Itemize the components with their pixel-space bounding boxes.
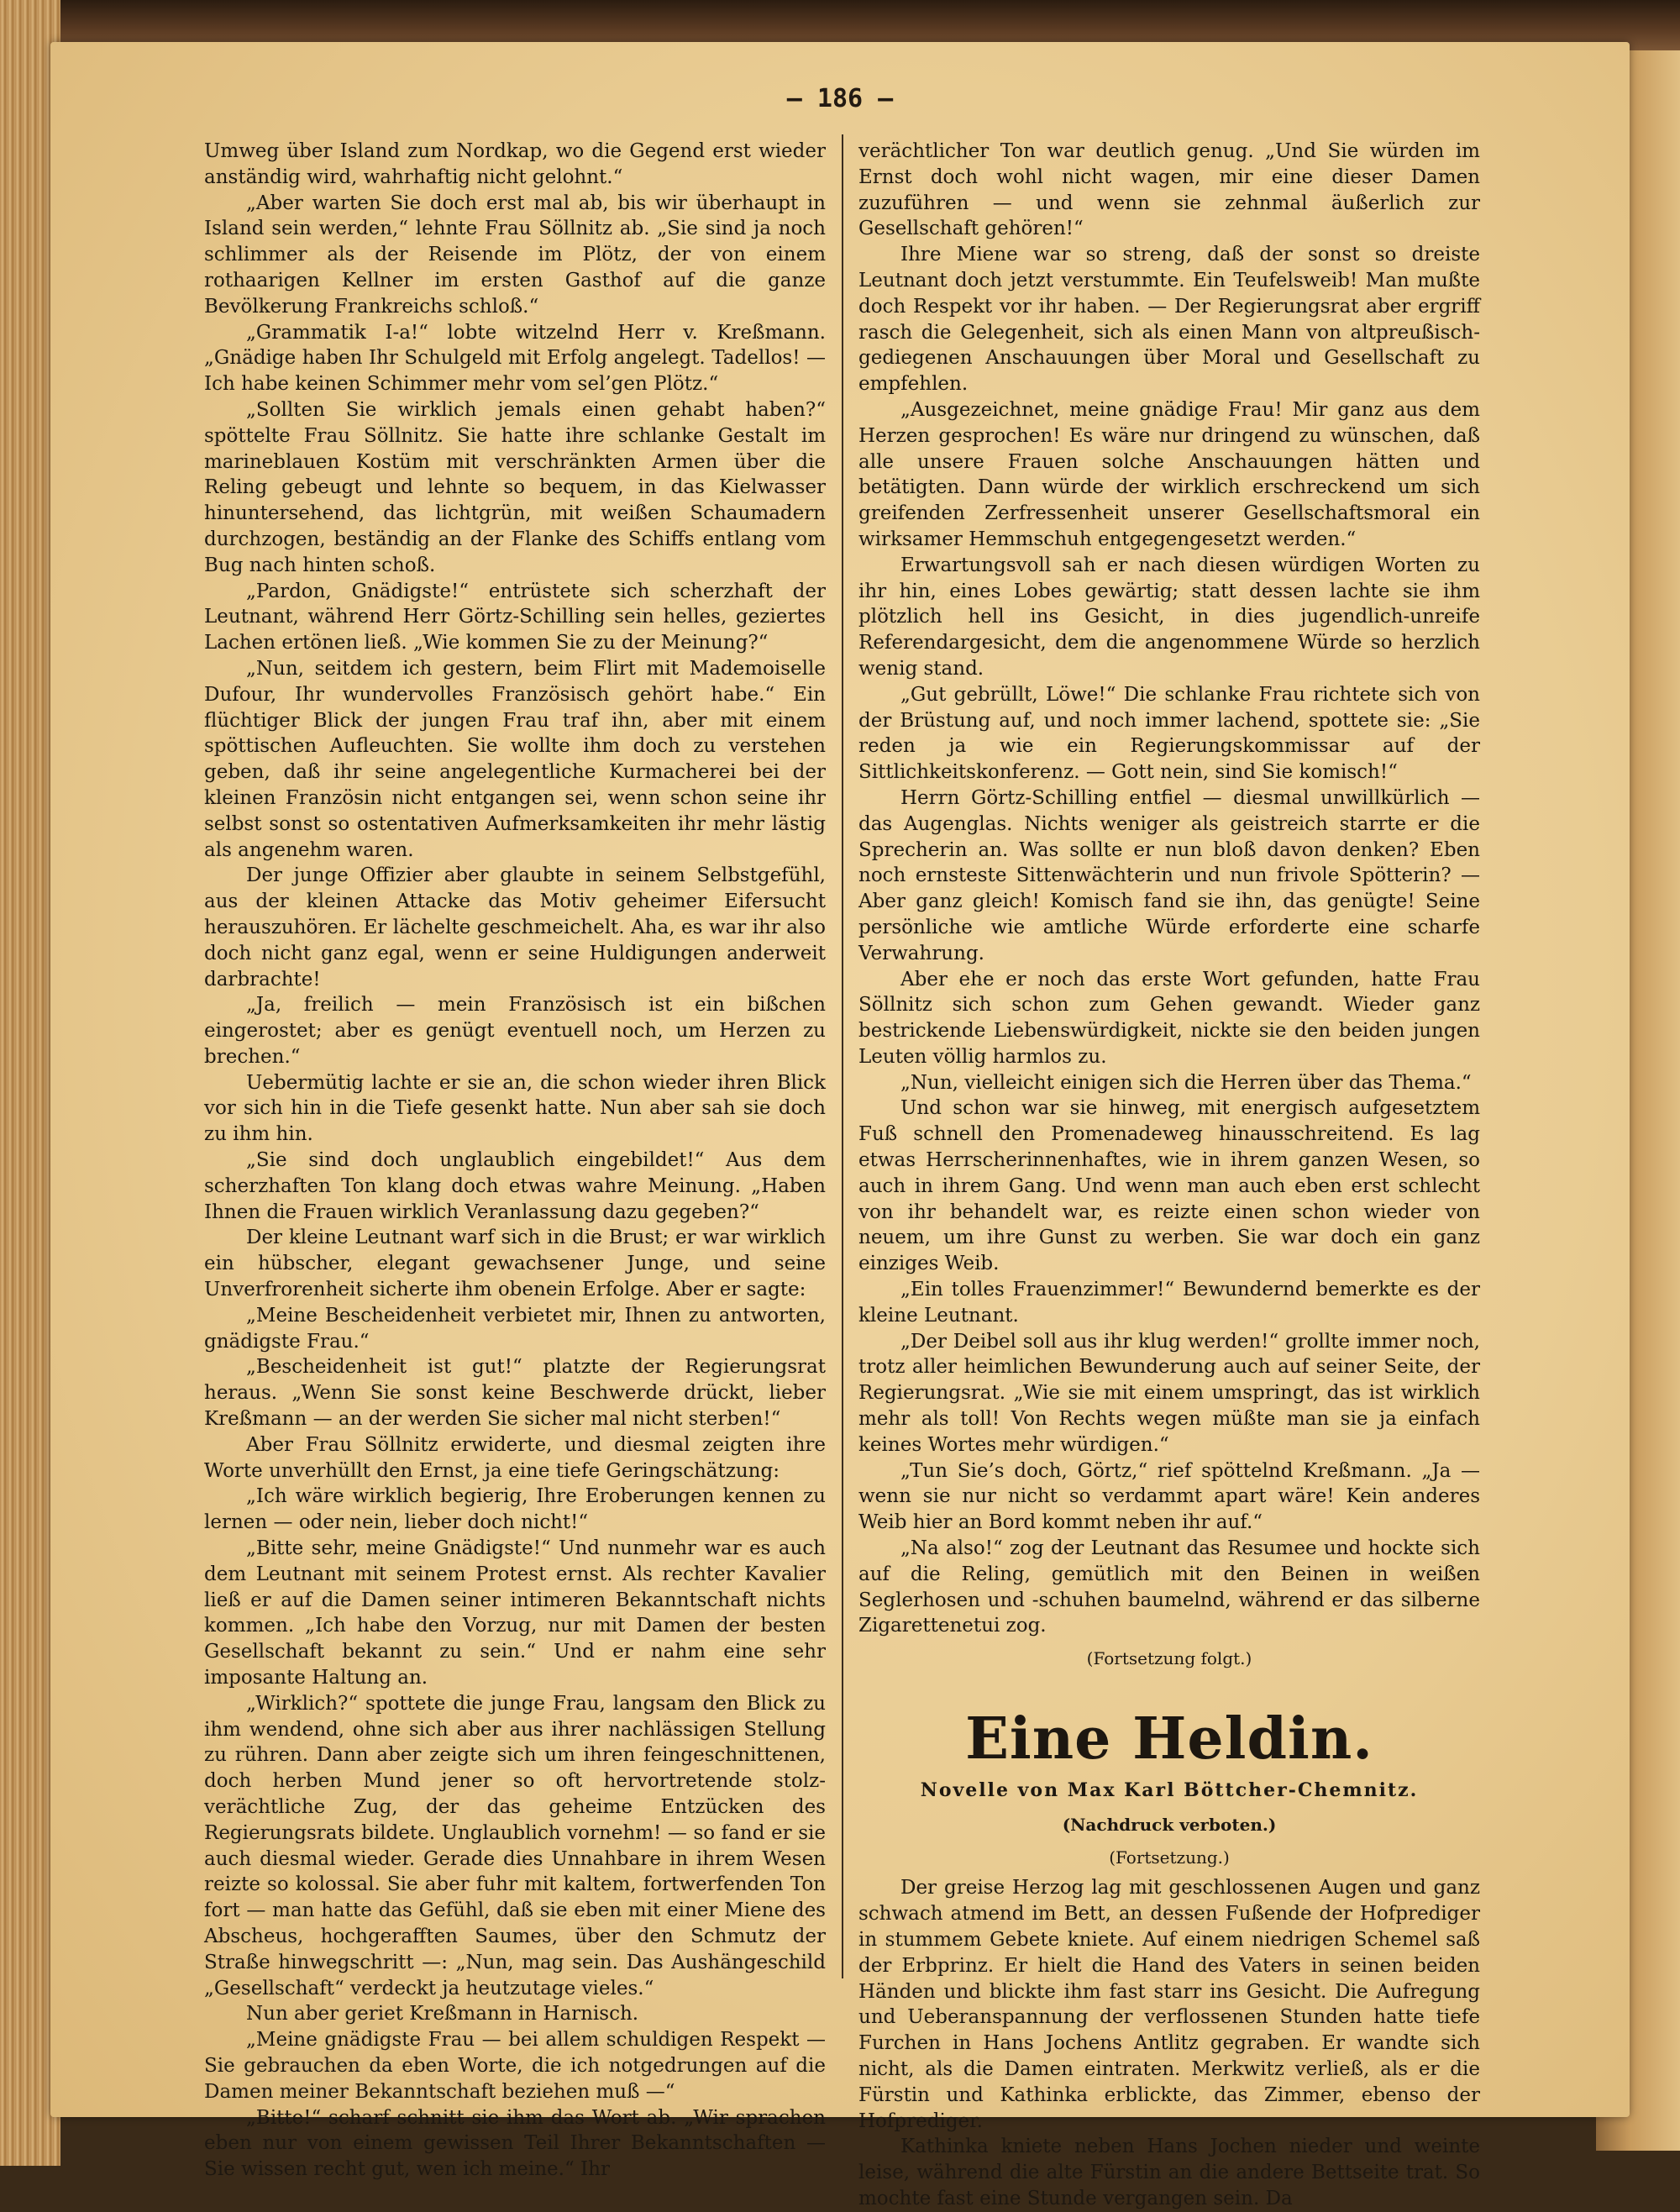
paragraph: „Ein tolles Frauenzimmer!“ Bewundernd bemerkte es der kleine Leutnant. — [858, 1279, 1480, 1327]
paragraph: Kathinka kniete neben Hans Jochen nieder und weinte leise, während die alte Fürstin an die andere Bettseite trat. So mochte fast eine Stunde vergangen sein. Da — [858, 2136, 1480, 2209]
paragraph: Und schon war sie hinweg, mit energisch aufgesetztem Fuß schnell den Promenadeweg hinausschreitend. Es lag etwas Herrscherinnenhaftes, wie in ihrem ganzen Wesen, so auch in ihrem Gang. Und wenn man auch eben erst schlecht von ihr behandelt war, es reizte einen schon wieder von neuem, um ihre Gunst zu werben. Sie war doch ein ganz einziges Weib. — [858, 1097, 1480, 1275]
paragraph: „Ja, freilich — mein Französisch ist ein bißchen eingerostet; aber es genügt eventuell noch, um Herzen zu brechen.“ — [204, 994, 826, 1068]
paragraph: „Sie sind doch unglaublich eingebildet!“ Aus dem scherzhaften Ton klang doch etwas wahre Meinung. „Haben Ihnen die Frauen wirklich Veranlassung dazu gegeben?“ — [204, 1149, 826, 1223]
paragraph: „Nun, seitdem ich gestern, beim Flirt mit Mademoiselle Dufour, Ihr wundervolles Französisch gehört habe.“ Ein flüchtiger Blick der jungen Frau traf ihn, aber mit einem spöttischen Aufleuchten. Sie wollte ihm doch zu verstehen geben, daß ihr seine angelegentliche Kurmacherei bei der kleinen Französin nicht entgangen sei, wenn schon seine ihr selbst sonst so ostentativen Aufmerksamkeiten ihr mehr lästig als angenehm waren. — [204, 657, 826, 861]
paragraph: „Pardon, Gnädigste!“ entrüstete sich scherzhaft der Leutnant, während Herr Görtz-Schilling sein helles, geziertes Lachen ertönen ließ. „Wie kommen Sie zu der Meinung?“ — [204, 580, 826, 654]
paragraph: „Nun, vielleicht einigen sich die Herren über das Thema.“ — [900, 1071, 1472, 1094]
paragraph: „Der Deibel soll aus ihr klug werden!“ grollte immer noch, trotz aller heimlichen Bewunderung auch auf seiner Seite, der Regierungsrat. „Wie sie mit einem umspringt, das ist wirklich mehr als toll! Von Rechts wegen müßte man sie ja einfach keines Wortes mehr würdigen.“ — [858, 1330, 1480, 1456]
paragraph: Aber Frau Söllnitz erwiderte, und diesmal zeigten ihre Worte unverhüllt den Ernst, ja eine tiefe Geringschätzung: — [204, 1433, 826, 1482]
paragraph: Ihre Miene war so streng, daß der sonst so dreiste Leutnant doch jetzt verstummte. Ein Teufelsweib! Man mußte doch Respekt vor ihr haben. — Der Regierungsrat aber ergriff rasch die Gelegenheit, sich als einen Mann von altpreußisch-gediegenen Anschauungen über Moral und Gesellschaft zu empfehlen. — [858, 244, 1480, 396]
right-column-text — [858, 139, 1480, 1639]
paragraph: verächtlicher Ton war deutlich genug. „Und Sie würden im Ernst doch wohl nicht wagen, mir eine dieser Damen zuzuführen — und wenn sie zehnmal äußerlich zur Gesellschaft gehören!“ — [858, 140, 1480, 240]
paragraph: Erwartungsvoll sah er nach diesen würdigen Worten zu ihr hin, eines Lobes gewärtig; statt dessen lachte sie ihm plötzlich hell ins Gesicht, in dies jugendlich-unreife Referendargesicht, dem die angenommene Würde so herzlich wenig stand. — [858, 554, 1480, 680]
paragraph: Herrn Görtz-Schilling entfiel — diesmal unwillkürlich — das Augenglas. Nichts weniger als geistreich starrte er die Sprecherin an. Was sollte er nun bloß davon denken? Eben noch ernsteste Sittenwächterin und nun frivole Spötterin? — Aber ganz gleich! Komisch fand sie ihn, das genügte! Seine persönliche wie amtliche Würde erforderte eine scharfe Verwahrung. — [858, 786, 1480, 964]
column-divider — [842, 134, 843, 1978]
paragraph: „Aber warten Sie doch erst mal ab, bis wir überhaupt in Island sein werden,“ lehnte Frau Söllnitz ab. „Sie sind ja noch schlimmer als der Reisende im Plötz, der von einem rothaarigen Kellner im ersten Gasthof auf die ganze Bevölkerung Frankreichs schloß.“ — [204, 192, 826, 318]
paragraph: Der kleine Leutnant warf sich in die Brust; er war wirklich ein hübscher, elegant gewachsener Junge, und seine Unverfrorenheit sicherte ihm obenein Erfolge. Aber er sagte: — [204, 1227, 826, 1301]
paragraph: Der greise Herzog lag mit geschlossenen Augen und ganz schwach atmend im Bett, an dessen Fußende der Hofprediger in stummem Gebete kniete. Auf einem niedrigen Schemel saß der Erbprinz. Er hielt die Hand des Vaters in seinen beiden Händen und blickte ihm fast starr ins Gesicht. Die Aufregung und Ueberanspannung der verflossenen Stunden hatte tiefe Furchen in Hans Jochens Antlitz gegraben. Er wandte sich nicht, als die Damen eintraten. Merkwitz verließ, als er die Fürstin und Kathinka erblickte, das Zimmer, ebenso der Hofprediger. — [858, 1877, 1480, 2132]
paragraph: „Ich wäre wirklich begierig, Ihre Eroberungen kennen zu lernen — oder nein, lieber doch nicht!“ — [204, 1485, 826, 1534]
paragraph: Nun aber geriet Kreßmann in Harnisch. — [246, 2003, 639, 2025]
paragraph: „Bescheidenheit ist gut!“ platzte der Regierungsrat heraus. „Wenn Sie sonst keine Beschwerde drückt, lieber Kreßmann — an der werden Sie sicher mal nicht sterben!“ — [204, 1356, 826, 1431]
paragraph: Uebermütig lachte er sie an, die schon wieder ihren Blick vor sich hin in die Tiefe gesenkt hatte. Nun aber sah sie doch zu ihm hin. — [204, 1071, 826, 1146]
paragraph: „Na also!“ zog der Leutnant das Resumee und hockte sich auf die Reling, gemütlich mit den Beinen in weißen Seglerhosen und -schuhen baumelnd, während er das silberne Zigarettenetui zog. — [858, 1537, 1480, 1637]
paragraph: „Gut gebrüllt, Löwe!“ Die schlanke Frau richtete sich von der Brüstung auf, und noch immer lachend, spottete sie: „Sie reden ja wie ein Regierungskommissar auf der Sittlichkeitskonferenz. — Gott nein, sind Sie komisch!“ — [858, 683, 1480, 784]
story-continued-label: (Fortsetzung.) — [1109, 1847, 1230, 1868]
page-number: — 186 — — [786, 84, 894, 113]
paragraph: „Sollten Sie wirklich jemals einen gehabt haben?“ spöttelte Frau Söllnitz. Sie hatte ihre schlanke Gestalt im marineblauen Kostüm mit verschränkten Armen über die Reling gebeugt und lehnte so bequem, in das Kielwasser hinuntersehend, das lichtgrün, mit weißen Schaumadern durchzogen, beständig an der Flanke des Schiffs entlang vom Bug nach hinten schoß. — [204, 398, 826, 576]
paragraph: „Meine gnädigste Frau — bei allem schuldigen Respekt — Sie gebrauchen da eben Worte, die ich notgedrungen auf die Damen meiner Bekanntschaft beziehen muß —“ — [204, 2029, 826, 2103]
paragraph: „Bitte sehr, meine Gnädigste!“ Und nunmehr war es auch dem Leutnant mit seinem Protest ernst. Als rechter Kavalier ließ er auf die Damen seiner intimeren Bekanntschaft nichts kommen. „Ich habe den Vorzug, nur mit Damen der besten Gesellschaft bekannt zu sein.“ Und er nahm eine sehr imposante Haltung an. — [204, 1537, 826, 1689]
story-title: Eine Heldin. — [965, 1705, 1373, 1773]
reprint-notice: (Nachdruck verboten.) — [1062, 1814, 1277, 1835]
paragraph: „Ausgezeichnet, meine gnädige Frau! Mir ganz aus dem Herzen gesprochen! Es wäre nur dringend zu wünschen, daß alle unsere Frauen solche Anschauungen hätten und betätigten. Dann würde der wirklich erschreckend um sich greifenden Zerfressenheit unserer Gesellschaftsmoral ein wirksamer Hemmschuh entgegengesetzt werden.“ — [858, 398, 1480, 550]
continuation-note: (Fortsetzung folgt.) — [1086, 1648, 1252, 1669]
paragraph: „Wirklich?“ spottete die junge Frau, langsam den Blick zu ihm wendend, ohne sich aber aus ihrer nachlässigen Stellung zu rühren. Dann aber zeigte sich um ihren feingeschnittenen, doch herben Mund jener so oft hervortretende stolz-verächtliche Zug, der das geheime Entzücken des Regierungsrats bildete. Unglaublich vornehm! — so fand er sie auch diesmal wieder. Gerade dies Unnahbare in ihrem Wesen reizte so kolossal. Sie aber fuhr mit kaltem, fortwerfenden Ton fort — man hatte das Gefühl, daß sie eben mit einer Miene des Abscheus, hochgerafften Saumes, über den Schmutz der Straße hinwegschritt —: „Nun, mag sein. Das Aushängeschild „Gesellschaft“ verdeckt ja heutzutage vieles.“ — [204, 1692, 826, 1999]
paragraph: Aber ehe er noch das erste Wort gefunden, hatte Frau Söllnitz sich schon zum Gehen gewandt. Wieder ganz bestrickende Liebenswürdigkeit, nickte sie den beiden jungen Leuten völlig harmlos zu. — [858, 968, 1480, 1068]
left-column — [204, 139, 826, 2183]
paragraph: „Meine Bescheidenheit verbietet mir, Ihnen zu antworten, gnädigste Frau.“ — [204, 1304, 826, 1353]
paragraph: „Tun Sie’s doch, Görtz,“ rief spöttelnd Kreßmann. „Ja — wenn sie nur nicht so verdammt apart wäre! Kein anderes Weib hier an Bord kommt neben ihr auf.“ — [858, 1459, 1480, 1534]
story-body — [858, 1875, 1480, 2211]
paragraph: Umweg über Island zum Nordkap, wo die Gegend erst wieder anständig wird, wahrhaftig nicht gelohnt.“ — [204, 140, 826, 188]
paragraph: „Grammatik I-a!“ lobte witzelnd Herr v. Kreßmann. „Gnädige haben Ihr Schulgeld mit Erfolg angelegt. Tadellos! — Ich habe keinen Schimmer mehr vom sel’gen Plötz.“ — [204, 321, 826, 396]
right-column — [858, 139, 1480, 2212]
story-subtitle: Novelle von Max Karl Böttcher-Chemnitz. — [920, 1779, 1419, 1802]
paragraph: Der junge Offizier aber glaubte in seinem Selbstgefühl, aus der kleinen Attacke das Motiv geheimer Eifersucht herauszuhören. Er lächelte geschmeichelt. Aha, es war ihr also doch nicht ganz egal, wenn er seine Huldigungen anderweit darbrachte! — [204, 864, 826, 990]
paragraph: „Bitte!“ scharf schnitt sie ihm das Wort ab. „Wir sprachen eben nur von einem gewissen Teil Ihrer Bekanntschaften — Sie wissen recht gut, wen ich meine.“ Ihr — [204, 2106, 826, 2181]
